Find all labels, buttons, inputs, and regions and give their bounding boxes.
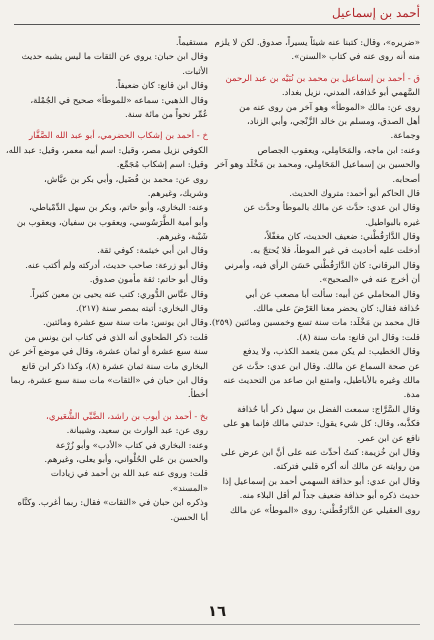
footer-divider	[14, 624, 420, 625]
text-line: «المسند».	[170, 483, 208, 494]
text-line: عن صحة السماع عن مالك. وقال ابن عدي: حدَّث عن	[232, 361, 420, 372]
text-line: وقال ابن أبي خيثمة: كوفي ثقة.	[97, 246, 208, 257]
text-line	[230, 65, 420, 72]
text-line: وعنه: ابن ماجه، والمَحَامِلي، ويعقوب الجصاص	[257, 145, 420, 156]
text-line: وقال ابن خُزيمة: كنتُ أحدِّث عنه على أنَّ ابن عرض على	[221, 447, 420, 458]
text-line: وقال ابن قانع: كان ضعيفاً.	[115, 81, 208, 92]
text-line: روى العقيلي عن الدَّارَقُطْني: روى «الموطأ» عن مالك	[230, 505, 420, 516]
text-line: وقيل: اسم إشكاب مُجَمِّع.	[116, 160, 208, 171]
text-line: روى عن: مالك «الموطأ» وهو آخر من روى عنه من	[239, 102, 420, 113]
text-line: روى عن: عبد الوارث بن سعيد، وشيبانة.	[66, 426, 208, 437]
text-line: من روايته عن مالك أنه أكره قلبي فتركته.	[273, 462, 420, 473]
running-header-title: أحمد بن إسماعيل	[332, 6, 420, 20]
text-line: مدة.	[403, 390, 420, 401]
text-line: روى عن: محمد بن فُضَيل، وأبي بكر بن عيَّاش،	[44, 174, 208, 185]
text-line: أبا الحسن.	[170, 512, 208, 523]
text-line: السَّهمي أبو حُذافة، المدني، نزيل بغداد.	[281, 88, 420, 99]
text-line: وأبو أمية الطَّرَسُوسي، ويعقوب بن سفيان، ويعقوب بن	[16, 217, 208, 228]
text-line: «ضريره»، وقال: كتبنا عنه شيئاً يسيراً، صدوق. لكن لا يلزم	[214, 38, 420, 48]
text-line: غيره بالبواطيل.	[365, 217, 420, 228]
text-line: نافع عن ابن عمر.	[357, 433, 420, 444]
text-line: قال محمد بن مَخْلَد: مات سنة تسع وخمسين ومائتين (٢٥٩).	[209, 318, 420, 329]
text-line: قلت: ذكر الطحاوي أنه الذي في كتاب ابن يونس من	[24, 332, 208, 343]
text-line: وقال أبو زرعة: صاحب حديث، أدركته ولم أكتب عنه.	[25, 260, 208, 271]
left-text-column	[5, 36, 208, 594]
text-line: وقال ابن حبان: يروي عن الثقات ما ليس يشبه حديث	[21, 52, 208, 63]
text-line: مالك وغيره بالأباطيل، وامتنع ابن صاعد من التحديث عنه	[223, 375, 420, 386]
text-line: وقال ابن عدي: حدَّث عن مالك بالموطأ وحدَّث عن	[243, 203, 420, 214]
text-line	[18, 122, 208, 129]
text-line: وقال ابن يونس: مات سنة سبع عشرة ومائتين.	[43, 318, 208, 329]
text-line: وعنه: البخاري، وأبو حاتم، وبكر بن سهل الدِّمْياطي،	[29, 203, 208, 214]
page-number: ١٦	[207, 602, 227, 620]
text-line: البخاري مات سنة ثمان عشرة (٨)، وكذا ذكر ابن قانع	[21, 361, 208, 372]
text-line: وقال البرقاني: كان الدَّارَقُطْني حَسَن الرأي فيه، وأمرني	[224, 260, 420, 271]
text-line: الكوفي نزيل مصر، وقيل: اسم أبيه معمر، وقيل: عبد الله،	[5, 145, 208, 156]
entry-heading-line: خ - أحمد بن إشكاب الحضرمي، أبو عبد الله الصَّفَّار	[29, 131, 208, 142]
entry-heading-line: بخ - أحمد بن أيوب بن راشد، الضَّبِّي الشُّعَيري،	[46, 411, 208, 422]
text-line: وقال الخطيب: لم يكن ممن يتعمد الكذب، ولا يدفع	[242, 347, 420, 358]
text-line: حُذافة فقال: كان يحضر معنا العَرْضَ على مالك.	[253, 304, 420, 315]
text-line: أصحابه.	[392, 174, 420, 185]
text-line: وقال المحاملي عن أبيه: سألت أبا مصعب عن أبي	[245, 289, 420, 300]
text-line: أخطأ.	[187, 390, 208, 401]
text-line: منه أنه روى عنه في كتاب «السنن».	[291, 52, 420, 63]
text-line: حديث ذكره أبو حذافة ضعيف جداً لم أقل البلاء منه.	[239, 491, 420, 502]
text-line: وقال السَّرَّاج: سمعت الفضل بن سهل ذكر أبا حُذافة	[237, 404, 420, 415]
text-line: قلت: وقال ابن قانع: مات سنة (٨).	[296, 332, 420, 343]
text-line: سنة سبع عشرة أو ثمان عشرة، وقال في موضع آخر عن	[8, 347, 208, 358]
text-line: وجماعة.	[390, 131, 420, 142]
text-line: وقال أبو حاتم: ثقة مأمون صدوق.	[89, 275, 208, 286]
text-line: وذكره ابن حبان في «الثقات» فقال: ربما أغرب. وكنَّاه	[17, 498, 208, 509]
text-line: وقال الذهبي: سماعه «للموطأ» صحيح في الجُمْلة،	[30, 95, 208, 106]
text-line: وقال ابن عدي: أبو حذافة السهمي أحمد بن إسماعيل إذا	[222, 476, 420, 487]
right-text-column	[209, 36, 420, 594]
text-line: قال الحاكم أبو أحمد: متروك الحديث.	[289, 188, 420, 199]
text-line: عُمِّر نحواً من مائة سنة.	[124, 109, 208, 120]
text-line: والحسن بن علي الحُلْواني، وأبو يعلى، وغيرهم.	[44, 454, 208, 465]
header-divider	[14, 24, 420, 25]
text-line: قلت: وروى عنه عبد الله بن أحمد في زيادات	[50, 469, 208, 480]
text-line: والحسين بن إسماعيل المَحَامِلي، ومحمد بن مَخْلَد وهو آخر	[214, 160, 420, 171]
text-line: وشريك، وغيرهم.	[147, 188, 208, 199]
text-line: فكذَّبه، وقال: كل شيء يقول: حدثني مالك فإنما هو على	[223, 419, 420, 430]
text-line	[18, 403, 208, 410]
text-line: وعنه: البخاري في كتاب «الأدب» وأبو زُرْعة	[55, 440, 208, 451]
text-line: أن أخرج عنه في «الصحيح».	[319, 275, 420, 286]
text-line: أهل الصدق، ومسلم بن خالد الزَّنْجي، وأبي الزناد،	[246, 116, 420, 127]
text-line: وقال البخاري: أتيته بمصر سنة (٢١٧).	[75, 304, 208, 315]
text-line: مستقيماً.	[175, 38, 208, 48]
text-line: الأثبات.	[182, 66, 208, 77]
text-line: أدخلت عليه أحاديث في غير الموطأ، فلا يُحتجّ به.	[250, 246, 420, 257]
entry-heading-line: ق - أحمد بن إسماعيل بن محمد بن نُبَيْه بن عبد الرحمن	[225, 73, 420, 84]
text-line: وقال عبَّاس الدُّوري: كتب عنه يحيى بن معين كثيراً.	[29, 289, 208, 300]
text-line: وقال ابن حبان في «الثقات» مات سنة سبع عشرة، ربما	[10, 375, 208, 386]
text-line: شَيْبة، وغيرهم.	[156, 232, 208, 243]
text-line: وقال الدَّارَقُطْني: ضعيف الحديث، كان مغفّلاً،	[263, 232, 420, 243]
